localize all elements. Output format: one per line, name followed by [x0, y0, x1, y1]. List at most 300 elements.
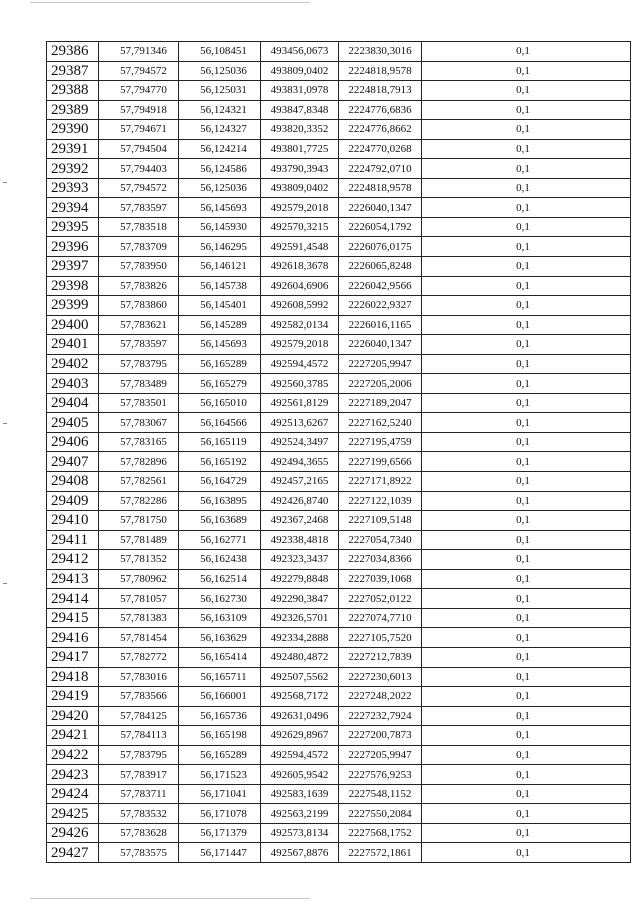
latitude-cell: 57,783489 [99, 374, 179, 394]
longitude-cell: 56,125036 [179, 178, 261, 198]
accuracy-cell: 0,1 [422, 257, 631, 277]
longitude-cell: 56,164729 [179, 472, 261, 492]
coordinates-table [46, 41, 631, 863]
accuracy-cell: 0,1 [422, 608, 631, 628]
table-row [47, 374, 631, 394]
table-row [47, 667, 631, 687]
table-row [47, 745, 631, 765]
latitude-cell: 57,783575 [99, 843, 179, 863]
longitude-cell: 56,146295 [179, 237, 261, 257]
latitude-cell: 57,783826 [99, 276, 179, 296]
x-coordinate-cell: 492561,8129 [261, 393, 339, 413]
point-number-cell: 29397 [47, 257, 99, 277]
latitude-cell: 57,783532 [99, 804, 179, 824]
y-coordinate-cell: 2227576,9253 [339, 765, 422, 785]
longitude-cell: 56,165736 [179, 706, 261, 726]
latitude-cell: 57,783711 [99, 784, 179, 804]
table-row [47, 354, 631, 374]
point-number-cell: 29422 [47, 745, 99, 765]
accuracy-cell: 0,1 [422, 452, 631, 472]
longitude-cell: 56,145693 [179, 198, 261, 218]
longitude-cell: 56,171523 [179, 765, 261, 785]
table-row [47, 784, 631, 804]
y-coordinate-cell: 2227039,1068 [339, 569, 422, 589]
x-coordinate-cell: 492591,4548 [261, 237, 339, 257]
table-row [47, 335, 631, 355]
table-row [47, 81, 631, 101]
accuracy-cell: 0,1 [422, 315, 631, 335]
x-coordinate-cell: 492568,7172 [261, 687, 339, 707]
y-coordinate-cell: 2227122,1039 [339, 491, 422, 511]
latitude-cell: 57,794671 [99, 120, 179, 140]
table-row [47, 452, 631, 472]
latitude-cell: 57,783067 [99, 413, 179, 433]
y-coordinate-cell: 2226076,0175 [339, 237, 422, 257]
x-coordinate-cell: 492604,6906 [261, 276, 339, 296]
table-row [47, 550, 631, 570]
bottom-scan-line [30, 898, 310, 899]
longitude-cell: 56,164566 [179, 413, 261, 433]
x-coordinate-cell: 492579,2018 [261, 198, 339, 218]
accuracy-cell: 0,1 [422, 647, 631, 667]
point-number-cell: 29396 [47, 237, 99, 257]
y-coordinate-cell: 2227109,5148 [339, 511, 422, 531]
latitude-cell: 57,784113 [99, 726, 179, 746]
point-number-cell: 29424 [47, 784, 99, 804]
point-number-cell: 29402 [47, 354, 99, 374]
y-coordinate-cell: 2227230,6013 [339, 667, 422, 687]
longitude-cell: 56,165119 [179, 432, 261, 452]
longitude-cell: 56,163895 [179, 491, 261, 511]
latitude-cell: 57,781057 [99, 589, 179, 609]
x-coordinate-cell: 493456,0673 [261, 42, 339, 62]
x-coordinate-cell: 492426,8740 [261, 491, 339, 511]
longitude-cell: 56,171078 [179, 804, 261, 824]
accuracy-cell: 0,1 [422, 687, 631, 707]
point-number-cell: 29421 [47, 726, 99, 746]
table-row [47, 687, 631, 707]
point-number-cell: 29426 [47, 823, 99, 843]
table-row [47, 198, 631, 218]
longitude-cell: 56,163689 [179, 511, 261, 531]
latitude-cell: 57,783795 [99, 745, 179, 765]
table-row [47, 393, 631, 413]
point-number-cell: 29403 [47, 374, 99, 394]
latitude-cell: 57,781454 [99, 628, 179, 648]
table-row [47, 217, 631, 237]
y-coordinate-cell: 2227171,8922 [339, 472, 422, 492]
accuracy-cell: 0,1 [422, 159, 631, 179]
latitude-cell: 57,783795 [99, 354, 179, 374]
latitude-cell: 57,780962 [99, 569, 179, 589]
longitude-cell: 56,165711 [179, 667, 261, 687]
y-coordinate-cell: 2227212,7839 [339, 647, 422, 667]
point-number-cell: 29387 [47, 61, 99, 81]
latitude-cell: 57,783597 [99, 335, 179, 355]
point-number-cell: 29389 [47, 100, 99, 120]
accuracy-cell: 0,1 [422, 628, 631, 648]
y-coordinate-cell: 2227550,2084 [339, 804, 422, 824]
accuracy-cell: 0,1 [422, 804, 631, 824]
accuracy-cell: 0,1 [422, 139, 631, 159]
margin-mark [3, 423, 7, 424]
table-row [47, 647, 631, 667]
point-number-cell: 29390 [47, 120, 99, 140]
latitude-cell: 57,781383 [99, 608, 179, 628]
longitude-cell: 56,124327 [179, 120, 261, 140]
longitude-cell: 56,124321 [179, 100, 261, 120]
margin-mark [3, 182, 7, 183]
longitude-cell: 56,162730 [179, 589, 261, 609]
accuracy-cell: 0,1 [422, 217, 631, 237]
x-coordinate-cell: 492334,2888 [261, 628, 339, 648]
table-row [47, 61, 631, 81]
y-coordinate-cell: 2226022,9327 [339, 296, 422, 316]
x-coordinate-cell: 493847,8348 [261, 100, 339, 120]
y-coordinate-cell: 2227195,4759 [339, 432, 422, 452]
accuracy-cell: 0,1 [422, 589, 631, 609]
x-coordinate-cell: 492605,9542 [261, 765, 339, 785]
latitude-cell: 57,783950 [99, 257, 179, 277]
accuracy-cell: 0,1 [422, 432, 631, 452]
point-number-cell: 29417 [47, 647, 99, 667]
latitude-cell: 57,783165 [99, 432, 179, 452]
accuracy-cell: 0,1 [422, 61, 631, 81]
y-coordinate-cell: 2227205,9947 [339, 745, 422, 765]
accuracy-cell: 0,1 [422, 42, 631, 62]
point-number-cell: 29410 [47, 511, 99, 531]
table-row [47, 569, 631, 589]
table-row [47, 296, 631, 316]
longitude-cell: 56,145289 [179, 315, 261, 335]
accuracy-cell: 0,1 [422, 296, 631, 316]
point-number-cell: 29416 [47, 628, 99, 648]
latitude-cell: 57,783860 [99, 296, 179, 316]
coordinates-table-body [47, 42, 631, 863]
longitude-cell: 56,165198 [179, 726, 261, 746]
point-number-cell: 29414 [47, 589, 99, 609]
y-coordinate-cell: 2224792,0710 [339, 159, 422, 179]
longitude-cell: 56,162514 [179, 569, 261, 589]
table-row [47, 178, 631, 198]
table-row [47, 726, 631, 746]
table-row [47, 511, 631, 531]
accuracy-cell: 0,1 [422, 745, 631, 765]
point-number-cell: 29412 [47, 550, 99, 570]
table-row [47, 843, 631, 863]
accuracy-cell: 0,1 [422, 354, 631, 374]
table-row [47, 804, 631, 824]
x-coordinate-cell: 492563,2199 [261, 804, 339, 824]
y-coordinate-cell: 2226016,1165 [339, 315, 422, 335]
y-coordinate-cell: 2227548,1152 [339, 784, 422, 804]
table-row [47, 628, 631, 648]
y-coordinate-cell: 2224818,9578 [339, 178, 422, 198]
point-number-cell: 29427 [47, 843, 99, 863]
table-row [47, 472, 631, 492]
longitude-cell: 56,162771 [179, 530, 261, 550]
accuracy-cell: 0,1 [422, 706, 631, 726]
point-number-cell: 29388 [47, 81, 99, 101]
latitude-cell: 57,783917 [99, 765, 179, 785]
point-number-cell: 29404 [47, 393, 99, 413]
longitude-cell: 56,166001 [179, 687, 261, 707]
longitude-cell: 56,165289 [179, 745, 261, 765]
table-row [47, 530, 631, 550]
y-coordinate-cell: 2227568,1752 [339, 823, 422, 843]
table-row [47, 139, 631, 159]
y-coordinate-cell: 2224770,0268 [339, 139, 422, 159]
accuracy-cell: 0,1 [422, 237, 631, 257]
accuracy-cell: 0,1 [422, 472, 631, 492]
accuracy-cell: 0,1 [422, 81, 631, 101]
x-coordinate-cell: 492629,8967 [261, 726, 339, 746]
x-coordinate-cell: 493809,0402 [261, 61, 339, 81]
longitude-cell: 56,165279 [179, 374, 261, 394]
latitude-cell: 57,782286 [99, 491, 179, 511]
table-row [47, 608, 631, 628]
accuracy-cell: 0,1 [422, 100, 631, 120]
longitude-cell: 56,145738 [179, 276, 261, 296]
latitude-cell: 57,783518 [99, 217, 179, 237]
latitude-cell: 57,781750 [99, 511, 179, 531]
point-number-cell: 29408 [47, 472, 99, 492]
x-coordinate-cell: 492570,3215 [261, 217, 339, 237]
table-row [47, 823, 631, 843]
point-number-cell: 29393 [47, 178, 99, 198]
latitude-cell: 57,794572 [99, 178, 179, 198]
latitude-cell: 57,794918 [99, 100, 179, 120]
y-coordinate-cell: 2227034,8366 [339, 550, 422, 570]
accuracy-cell: 0,1 [422, 276, 631, 296]
latitude-cell: 57,783709 [99, 237, 179, 257]
point-number-cell: 29386 [47, 42, 99, 62]
x-coordinate-cell: 492618,3678 [261, 257, 339, 277]
longitude-cell: 56,163629 [179, 628, 261, 648]
y-coordinate-cell: 2227205,2006 [339, 374, 422, 394]
accuracy-cell: 0,1 [422, 198, 631, 218]
latitude-cell: 57,784125 [99, 706, 179, 726]
y-coordinate-cell: 2224776,6836 [339, 100, 422, 120]
point-number-cell: 29392 [47, 159, 99, 179]
x-coordinate-cell: 492594,4572 [261, 354, 339, 374]
top-scan-line [30, 2, 310, 3]
longitude-cell: 56,146121 [179, 257, 261, 277]
accuracy-cell: 0,1 [422, 550, 631, 570]
table-row [47, 706, 631, 726]
latitude-cell: 57,781352 [99, 550, 179, 570]
table-row [47, 120, 631, 140]
table-row [47, 159, 631, 179]
table-row [47, 257, 631, 277]
latitude-cell: 57,783016 [99, 667, 179, 687]
table-row [47, 42, 631, 62]
x-coordinate-cell: 492494,3655 [261, 452, 339, 472]
point-number-cell: 29418 [47, 667, 99, 687]
accuracy-cell: 0,1 [422, 374, 631, 394]
longitude-cell: 56,165289 [179, 354, 261, 374]
table-row [47, 432, 631, 452]
longitude-cell: 56,163109 [179, 608, 261, 628]
latitude-cell: 57,783621 [99, 315, 179, 335]
longitude-cell: 56,145401 [179, 296, 261, 316]
latitude-cell: 57,783501 [99, 393, 179, 413]
table-row [47, 315, 631, 335]
y-coordinate-cell: 2223830,3016 [339, 42, 422, 62]
point-number-cell: 29398 [47, 276, 99, 296]
x-coordinate-cell: 492323,3437 [261, 550, 339, 570]
latitude-cell: 57,791346 [99, 42, 179, 62]
longitude-cell: 56,171041 [179, 784, 261, 804]
latitude-cell: 57,794403 [99, 159, 179, 179]
x-coordinate-cell: 492338,4818 [261, 530, 339, 550]
x-coordinate-cell: 493831,0978 [261, 81, 339, 101]
y-coordinate-cell: 2227162,5240 [339, 413, 422, 433]
point-number-cell: 29394 [47, 198, 99, 218]
y-coordinate-cell: 2226065,8248 [339, 257, 422, 277]
longitude-cell: 56,125036 [179, 61, 261, 81]
latitude-cell: 57,782896 [99, 452, 179, 472]
x-coordinate-cell: 492582,0134 [261, 315, 339, 335]
point-number-cell: 29420 [47, 706, 99, 726]
table-row [47, 491, 631, 511]
table-row [47, 100, 631, 120]
x-coordinate-cell: 492573,8134 [261, 823, 339, 843]
longitude-cell: 56,171447 [179, 843, 261, 863]
longitude-cell: 56,145930 [179, 217, 261, 237]
x-coordinate-cell: 493790,3943 [261, 159, 339, 179]
accuracy-cell: 0,1 [422, 726, 631, 746]
accuracy-cell: 0,1 [422, 784, 631, 804]
longitude-cell: 56,124586 [179, 159, 261, 179]
x-coordinate-cell: 492367,2468 [261, 511, 339, 531]
y-coordinate-cell: 2227232,7924 [339, 706, 422, 726]
accuracy-cell: 0,1 [422, 335, 631, 355]
y-coordinate-cell: 2226042,9566 [339, 276, 422, 296]
x-coordinate-cell: 492513,6267 [261, 413, 339, 433]
y-coordinate-cell: 2226054,1792 [339, 217, 422, 237]
latitude-cell: 57,783628 [99, 823, 179, 843]
point-number-cell: 29419 [47, 687, 99, 707]
accuracy-cell: 0,1 [422, 530, 631, 550]
longitude-cell: 56,165010 [179, 393, 261, 413]
x-coordinate-cell: 492279,8848 [261, 569, 339, 589]
longitude-cell: 56,171379 [179, 823, 261, 843]
y-coordinate-cell: 2227248,2022 [339, 687, 422, 707]
latitude-cell: 57,783597 [99, 198, 179, 218]
y-coordinate-cell: 2227054,7340 [339, 530, 422, 550]
longitude-cell: 56,125031 [179, 81, 261, 101]
longitude-cell: 56,162438 [179, 550, 261, 570]
point-number-cell: 29395 [47, 217, 99, 237]
x-coordinate-cell: 492594,4572 [261, 745, 339, 765]
accuracy-cell: 0,1 [422, 569, 631, 589]
point-number-cell: 29405 [47, 413, 99, 433]
y-coordinate-cell: 2227572,1861 [339, 843, 422, 863]
accuracy-cell: 0,1 [422, 511, 631, 531]
x-coordinate-cell: 492480,4872 [261, 647, 339, 667]
x-coordinate-cell: 492524,3497 [261, 432, 339, 452]
x-coordinate-cell: 493801,7725 [261, 139, 339, 159]
x-coordinate-cell: 492583,1639 [261, 784, 339, 804]
x-coordinate-cell: 492326,5701 [261, 608, 339, 628]
latitude-cell: 57,783566 [99, 687, 179, 707]
table-row [47, 276, 631, 296]
x-coordinate-cell: 493809,0402 [261, 178, 339, 198]
y-coordinate-cell: 2226040,1347 [339, 198, 422, 218]
accuracy-cell: 0,1 [422, 413, 631, 433]
accuracy-cell: 0,1 [422, 120, 631, 140]
accuracy-cell: 0,1 [422, 823, 631, 843]
accuracy-cell: 0,1 [422, 765, 631, 785]
point-number-cell: 29415 [47, 608, 99, 628]
latitude-cell: 57,782772 [99, 647, 179, 667]
y-coordinate-cell: 2224776,8662 [339, 120, 422, 140]
table-row [47, 765, 631, 785]
point-number-cell: 29411 [47, 530, 99, 550]
accuracy-cell: 0,1 [422, 491, 631, 511]
y-coordinate-cell: 2227200,7873 [339, 726, 422, 746]
x-coordinate-cell: 492290,3847 [261, 589, 339, 609]
y-coordinate-cell: 2224818,9578 [339, 61, 422, 81]
point-number-cell: 29423 [47, 765, 99, 785]
y-coordinate-cell: 2227105,7520 [339, 628, 422, 648]
latitude-cell: 57,794504 [99, 139, 179, 159]
x-coordinate-cell: 492457,2165 [261, 472, 339, 492]
point-number-cell: 29400 [47, 315, 99, 335]
point-number-cell: 29406 [47, 432, 99, 452]
x-coordinate-cell: 492608,5992 [261, 296, 339, 316]
y-coordinate-cell: 2227052,0122 [339, 589, 422, 609]
latitude-cell: 57,794770 [99, 81, 179, 101]
point-number-cell: 29407 [47, 452, 99, 472]
point-number-cell: 29391 [47, 139, 99, 159]
y-coordinate-cell: 2227189,2047 [339, 393, 422, 413]
latitude-cell: 57,794572 [99, 61, 179, 81]
x-coordinate-cell: 492631,0496 [261, 706, 339, 726]
table-row [47, 413, 631, 433]
x-coordinate-cell: 492560,3785 [261, 374, 339, 394]
longitude-cell: 56,165192 [179, 452, 261, 472]
accuracy-cell: 0,1 [422, 667, 631, 687]
longitude-cell: 56,165414 [179, 647, 261, 667]
x-coordinate-cell: 492507,5562 [261, 667, 339, 687]
longitude-cell: 56,124214 [179, 139, 261, 159]
table-row [47, 237, 631, 257]
y-coordinate-cell: 2227205,9947 [339, 354, 422, 374]
accuracy-cell: 0,1 [422, 393, 631, 413]
x-coordinate-cell: 492579,2018 [261, 335, 339, 355]
accuracy-cell: 0,1 [422, 178, 631, 198]
longitude-cell: 56,145693 [179, 335, 261, 355]
point-number-cell: 29425 [47, 804, 99, 824]
point-number-cell: 29401 [47, 335, 99, 355]
y-coordinate-cell: 2227074,7710 [339, 608, 422, 628]
point-number-cell: 29409 [47, 491, 99, 511]
longitude-cell: 56,108451 [179, 42, 261, 62]
y-coordinate-cell: 2227199,6566 [339, 452, 422, 472]
margin-mark [3, 583, 7, 584]
x-coordinate-cell: 492567,8876 [261, 843, 339, 863]
point-number-cell: 29399 [47, 296, 99, 316]
accuracy-cell: 0,1 [422, 843, 631, 863]
table-row [47, 589, 631, 609]
latitude-cell: 57,782561 [99, 472, 179, 492]
y-coordinate-cell: 2224818,7913 [339, 81, 422, 101]
point-number-cell: 29413 [47, 569, 99, 589]
y-coordinate-cell: 2226040,1347 [339, 335, 422, 355]
x-coordinate-cell: 493820,3352 [261, 120, 339, 140]
